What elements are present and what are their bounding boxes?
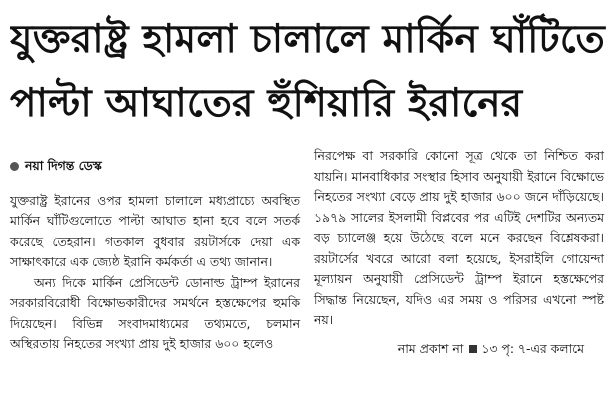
headline bbox=[10, 8, 606, 136]
paragraph-3: নিরপেক্ষ বা সরকারি কোনো সূত্র থেকে তা নিশ্চিত করা যায়নি। মানবাধিকার সংস্থার হিসাব অনুযায়ী ইরানে বিক্ষোভে নিহতের সংখ্যা বেড়ে প্রায় দুই হাজার ৬০০ জনে দাঁড়িয়েছে। ১৯৭৯ সালের ইসলামী বিপ্লবের পর এটিই দেশটির অন্যতম বড় চ্যালেঞ্জ হয়ে উঠেছে বলে মনে করছেন বিশ্লেষকরা। রয়টার্সের খবরে আরো বলা হয়েছে, ইসরাইলি গোয়েন্দা মূল্যায়ন অনুযায়ী প্রেসিডেন্ট ট্রাম্প ইরানে হস্তক্ষেপের সিদ্ধান্ত নিয়েছেন, যদিও এর সময় ও পরিসর এখনো স্পষ্ট নয়। bbox=[314, 148, 604, 327]
continuation-prefix: নাম প্রকাশ না bbox=[397, 340, 464, 356]
paragraph-2: অন্য দিকে মার্কিন প্রেসিডেন্ট ডোনাল্ড ট্রাম্প ইরানের সরকারবিরোধী বিক্ষোভকারীদের সমর্থনে হস্তক্ষেপের হুমকি দিয়েছেন। বিভিন্ন সংবাদমাধ্যমের তথ্যমতে, চলমান অস্থিরতায় নিহতের সংখ্যা প্রায় দুই হাজার ৬০০ হলেও bbox=[10, 274, 300, 351]
headline-line-1: যুক্তরাষ্ট্র হামলা চালালে মার্কিন ঘাঁটিতে bbox=[10, 17, 605, 62]
continuation-jump: ১৩ পৃ: ৭-এর কলামে bbox=[481, 340, 584, 356]
square-bullet-icon bbox=[469, 345, 477, 353]
article-body bbox=[10, 146, 604, 359]
paragraph-1: যুক্তরাষ্ট্র ইরানের ওপর হামলা চালালে মধ্যপ্রাচ্যে অবস্থিত মার্কিন ঘাঁটিগুলোতে পাল্টা আঘাত হানা হবে বলে সতর্ক করেছে তেহরান। গতকাল বুধবার রয়টার্সকে দেয়া এক সাক্ষাৎকারে এক জ্যেষ্ঠ ইরানি কর্মকর্তা এ তথ্য জানান। bbox=[10, 192, 300, 269]
column-left bbox=[10, 146, 300, 359]
headline-line-2: পাল্টা আঘাতের হুঁশিয়ারি ইরানের bbox=[10, 81, 523, 126]
bullet-icon bbox=[10, 162, 19, 171]
column-right bbox=[314, 146, 604, 359]
byline-text: নয়া দিগন্ত ডেস্ক bbox=[25, 158, 102, 173]
byline bbox=[10, 156, 300, 177]
continuation-line bbox=[314, 339, 604, 360]
